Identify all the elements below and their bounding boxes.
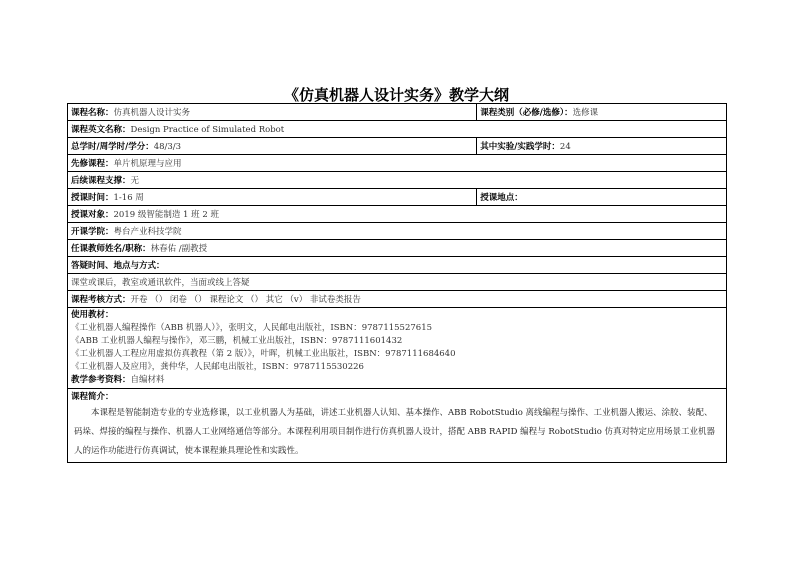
field-label: 教学参考资料： [71,375,131,385]
qa-value: 课堂或课后，教室或通讯软件，当面或线上答疑 [71,278,250,288]
table-row [68,291,727,308]
field-label: 授课时间： [71,193,114,203]
textbook-item: 《工业机器人及应用》，龚仲华，人民邮电出版社，ISBN：9787115530226 [71,362,364,372]
field-label: 先修课程： [71,159,114,169]
table-row [68,240,727,257]
lab-hours: 24 [559,142,571,152]
course-type: 选修课 [572,108,599,118]
field-label: 使用教材： [71,310,114,320]
table-row [68,121,727,138]
textbook-item: 《工业机器人工程应用虚拟仿真教程（第 2 版）》，叶晖，机械工业出版社，ISBN：9787111684640 [71,349,456,359]
course-intro: 本课程是智能制造专业的专业选修课，以工业机器人为基础，讲述工业机器人认知、基本操作、ABB RobotStudio 离线编程与操作、工业机器人搬运、涂胶、装配、码垛、焊接的编程与操作、机器人工业网络通信等部分。本课程利用项目制作进行仿真机器人设计，搭配 ABB RAPID 编程与 RobotStudio 仿真对特定应用场景工业机器人的运作功能进行仿真调试，使本课程兼具理论性和实践性。 [74,408,716,456]
exam-method: 开卷 （） 闭卷 （） 课程论文 （） 其它 （v） 非试卷类报告 [130,295,361,305]
target-students: 2019 级智能制造 1 班 2 班 [113,210,219,220]
hours: 48/3/3 [153,142,182,152]
field-label: 授课地点： [480,193,523,203]
teaching-time: 1-16 周 [113,193,144,203]
course-name: 仿真机器人设计实务 [113,108,191,118]
table-row [68,189,727,206]
table-row [68,172,727,189]
table-row [68,308,727,389]
table-row [68,138,727,155]
table-row [68,223,727,240]
field-label: 课程考核方式： [71,295,131,305]
page-title: 《仿真机器人设计实务》教学大纲 [283,86,509,104]
table-row [68,104,727,121]
teacher: 林春佑 /副教授 [150,244,208,254]
field-label: 答疑时间、地点与方式： [71,261,165,271]
field-label: 后续课程支撑： [71,176,131,186]
prerequisite: 单片机原理与应用 [113,159,182,169]
syllabus-table [67,103,727,463]
field-label: 课程名称： [71,108,114,118]
table-row [68,389,727,463]
table-row [68,257,727,274]
field-label: 其中实验/实践学时： [480,142,560,152]
field-label: 课程英文名称： [71,125,131,135]
field-label: 课程简介： [71,392,114,402]
reference-materials: 自编材料 [130,375,165,385]
field-label: 开课学院： [71,227,114,237]
follow-up: 无 [130,176,140,186]
field-label: 课程类别（必修/选修）： [480,108,573,118]
table-row [68,155,727,172]
field-label: 总学时/周学时/学分： [71,142,154,152]
textbook-item: 《ABB 工业机器人编程与操作》，邓三鹏，机械工业出版社，ISBN：9787111601432 [71,336,403,346]
english-name: Design Practice of Simulated Robot [130,125,285,135]
college: 粤台产业科技学院 [113,227,182,237]
table-row [68,206,727,223]
field-label: 授课对象： [71,210,114,220]
table-row [68,274,727,291]
field-label: 任课教师姓名/职称： [71,244,151,254]
textbook-item: 《工业机器人编程操作（ABB 机器人）》，张明文，人民邮电出版社，ISBN：9787115527615 [71,323,433,333]
